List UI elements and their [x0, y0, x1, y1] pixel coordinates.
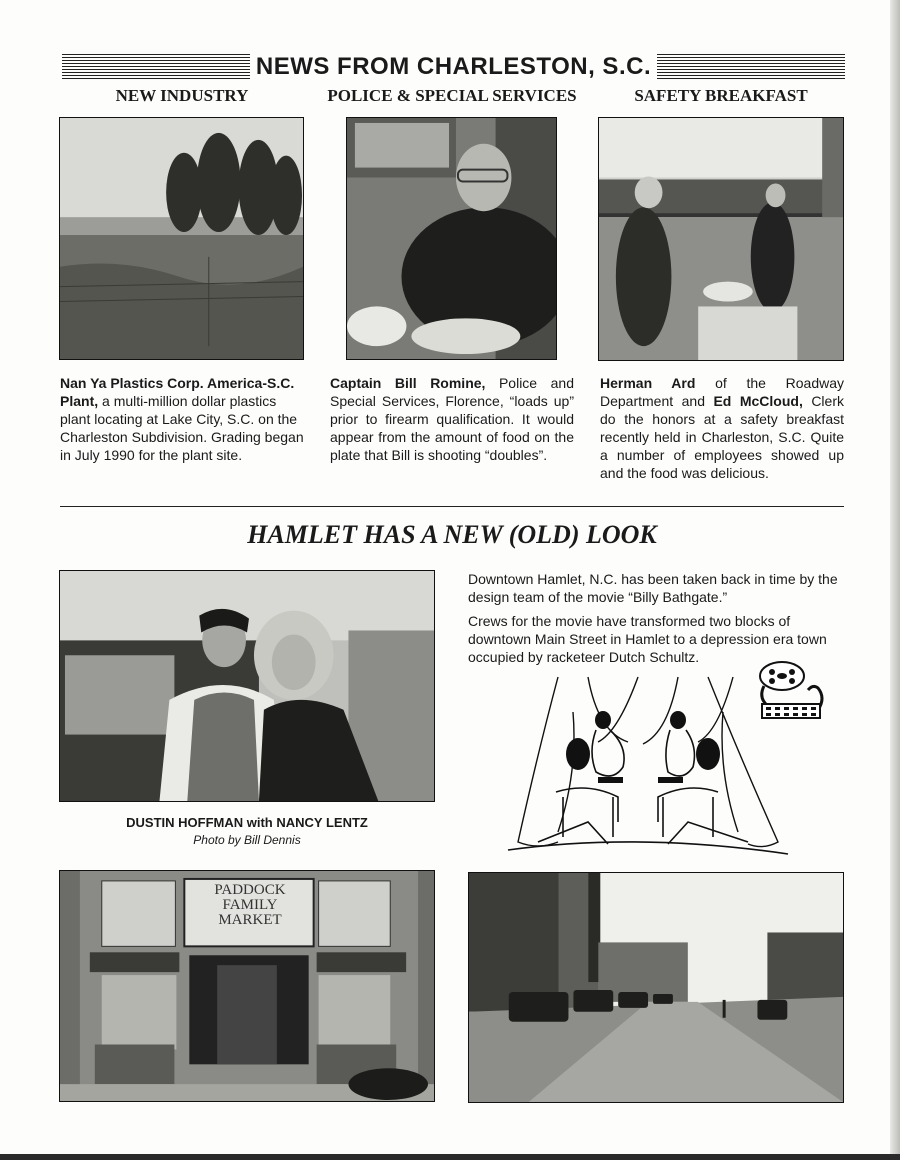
photo-safety-breakfast: [598, 117, 844, 361]
photo-credit: Photo by Bill Dennis: [193, 833, 301, 847]
caption-new-industry: [60, 374, 304, 464]
section-divider: [60, 506, 844, 507]
caption-police: [330, 374, 574, 464]
page-edge-shadow: [890, 0, 900, 1160]
photo-plant-site: [59, 117, 304, 360]
photo-main-street: [468, 872, 844, 1103]
banner-title: NEWS FROM CHARLESTON, S.C.: [250, 54, 657, 80]
caption-bold: Captain Bill Romine,: [330, 375, 486, 391]
photo-bill-romine: [346, 117, 557, 360]
heading-safety-breakfast: SAFETY BREAKFAST: [634, 86, 808, 105]
photo-label: DUSTIN HOFFMAN with NANCY LENTZ: [126, 815, 368, 830]
storefront-sign: [185, 883, 315, 928]
caption-text: a multi-million dollar plastics plant locating at Lake City, S.C. on the Charleston Subdivision. Grading began in July 1990 for the plant site.: [60, 393, 304, 463]
page-bottom-edge: [0, 1154, 900, 1160]
hamlet-paragraph-2: Crews for the movie have transformed two blocks of downtown Main Street in Hamlet to a depression era town occupied by racketeer Dutch Schultz.: [468, 613, 827, 665]
caption-bold: Herman Ard: [600, 375, 696, 391]
sign-line-2: FAMILY: [222, 897, 278, 913]
heading-new-industry: NEW INDUSTRY: [115, 86, 249, 105]
caption-text: Police and Special Services, Florence, “loads up” prior to firearm qualification. It would appear from the amount of food on the plate that Bill is shooting “doubles”.: [330, 375, 574, 463]
caption-bold: Nan Ya Plastics Corp. America-S.C. Plant,: [60, 375, 295, 409]
hamlet-paragraph-1: Downtown Hamlet, N.C. has been taken back in time by the design team of the movie “Billy Bathgate.”: [468, 571, 838, 605]
caption-safety-breakfast: [600, 374, 844, 482]
photo-paddock-market: [59, 870, 435, 1102]
sign-line-3: MARKET: [218, 912, 282, 928]
sign-line-1: PADDOCK: [214, 882, 286, 898]
caption-bold-2: Ed McCloud,: [713, 393, 803, 409]
hamlet-headline: HAMLET HAS A NEW (OLD) LOOK: [247, 520, 657, 549]
caption-text: of the Roadway Department and: [600, 375, 844, 409]
heading-police: POLICE & SPECIAL SERVICES: [327, 86, 577, 105]
caption-text-2: Clerk do the honors at a safety breakfast recently held in Charleston, S.C. Quite a number of employees showed up and the food was delicious.: [600, 393, 844, 481]
showgirls-illustration: [478, 672, 798, 868]
banner: [62, 54, 845, 80]
photo-dustin-hoffman: [59, 570, 435, 802]
